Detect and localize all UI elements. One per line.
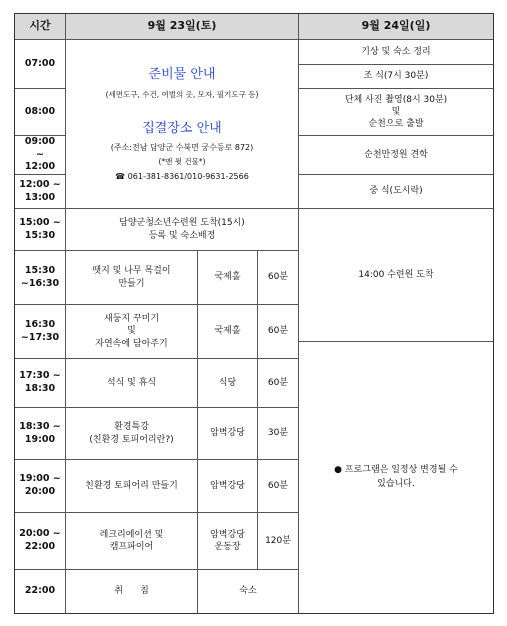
bullet-icon: ● (334, 465, 343, 475)
day2-arrival: 14:00 수련원 도착 (299, 209, 493, 342)
duration-cell: 60분 (258, 460, 299, 513)
notice-block (66, 40, 299, 209)
notice-title: 준비물 안내 (148, 67, 216, 82)
program-cell: 친환경 토피어리 만들기 (66, 460, 198, 513)
program-cell: 뗏지 및 나무 목걸이 만들기 (66, 251, 198, 305)
time-0800: 08:00 (15, 89, 66, 136)
program-change-note: ● 프로그램은 일정상 변경될 수 있습니다. (334, 465, 458, 489)
time-0700: 07:00 (15, 40, 66, 89)
duration-cell: 60분 (258, 305, 299, 359)
place-cell: 암벽강당 (198, 408, 258, 460)
program-cell: 환경특강 (친환경 토피어리란?) (66, 408, 198, 460)
gather-title: 집결장소 안내 (142, 120, 222, 136)
gather-note: (*맨 윗 건물*) (158, 157, 206, 167)
time-1830: 18:30 ~ 19:00 (15, 408, 66, 460)
notice-items: (세면도구, 수건, 여벌의 옷, 모자, 필기도구 등) (105, 89, 259, 99)
day2-photo-departure: 단체 사진 촬영(8시 30분) 및 순천으로 출발 (299, 89, 493, 136)
place-cell: 암벽강당 운동장 (198, 513, 258, 570)
lodging-cell: 숙소 (198, 570, 299, 613)
place-cell: 국제홀 (198, 305, 258, 359)
gather-phone: ☎ 061-381-8361/010-9631-2566 (115, 172, 249, 182)
time-1630: 16:30 ~17:30 (15, 305, 66, 359)
header-day2: 9월 24일(일) (299, 14, 493, 40)
day2-garden-tour: 순천만정원 견학 (299, 136, 493, 175)
duration-cell: 60분 (258, 359, 299, 408)
gather-address: (주소:전남 담양군 수북면 궁수등로 872) (110, 143, 254, 153)
day2-lunch: 중 식(도시락) (299, 175, 493, 209)
time-1900: 19:00 ~ 20:00 (15, 460, 66, 513)
place-cell: 국제홀 (198, 251, 258, 305)
time-2000: 20:00 ~ 22:00 (15, 513, 66, 570)
program-cell: 레크리에이션 및 캠프파이어 (66, 513, 198, 570)
duration-cell: 30분 (258, 408, 299, 460)
time-1730: 17:30 ~ 18:30 (15, 359, 66, 408)
duration-cell: 120분 (258, 513, 299, 570)
arrival-cell: 담양군청소년수련원 도착(15시) 등록 및 숙소배정 (66, 209, 299, 251)
place-cell: 식당 (198, 359, 258, 408)
time-1530: 15:30 ~16:30 (15, 251, 66, 305)
day2-wakeup: 기상 및 숙소 정리 (299, 40, 493, 65)
sleep-cell: 취 침 (66, 570, 198, 613)
program-cell: 새둥지 꾸미기 및 자연속에 담아주기 (66, 305, 198, 359)
place-cell: 암벽강당 (198, 460, 258, 513)
header-day1: 9월 23일(토) (66, 14, 299, 40)
header-time: 시간 (15, 14, 66, 40)
time-0900: 09:00 ~ 12:00 (15, 136, 66, 175)
program-cell: 석식 및 휴식 (66, 359, 198, 408)
schedule-table (14, 13, 494, 614)
day2-note (299, 342, 493, 613)
time-1200: 12:00 ~ 13:00 (15, 175, 66, 209)
day2-breakfast: 조 식(7시 30분) (299, 65, 493, 89)
duration-cell: 60분 (258, 251, 299, 305)
time-2200: 22:00 (15, 570, 66, 613)
time-1500: 15:00 ~ 15:30 (15, 209, 66, 251)
